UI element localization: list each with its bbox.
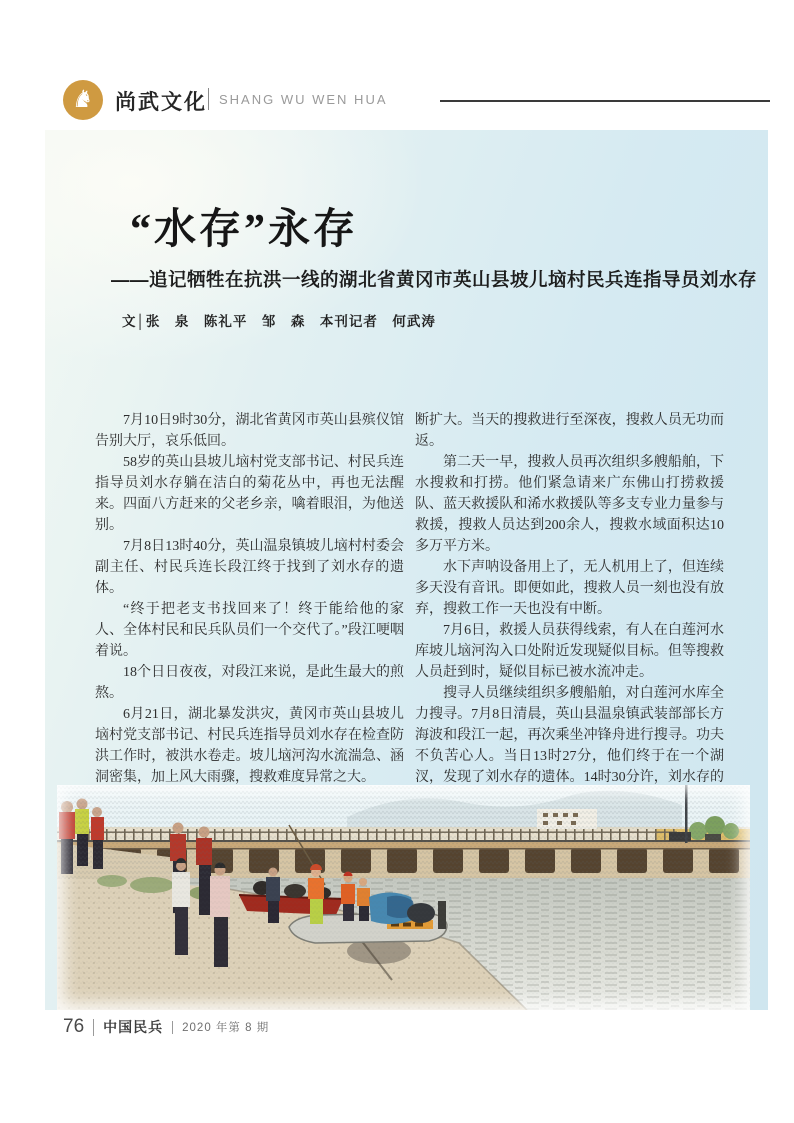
body-paragraph: 7月6日，救援人员获得线索，有人在白莲河水库坡儿垴河沟入口处附近发现疑似目标。但等搜救人员赶到时，疑似目标已被水流冲走。 bbox=[415, 623, 724, 680]
body-paragraph: 水下声呐设备用上了，无人机用上了，但连续多天没有音讯。即便如此，搜救人员一刻也没有放弃，搜救工作一天也没有中断。 bbox=[415, 560, 724, 617]
body-paragraph: 7月8日13时40分，英山温泉镇坡儿垴村村委会副主任、村民兵连长段江终于找到了刘水存的遗体。 bbox=[95, 539, 404, 596]
rescue-scene-illustration bbox=[57, 785, 750, 1010]
magazine-name: 中国民兵 bbox=[103, 1019, 164, 1035]
header-divider bbox=[208, 88, 209, 110]
page-number: 76 bbox=[63, 1016, 85, 1037]
section-title: 尚武文化 bbox=[115, 91, 207, 114]
article-title: “水存”永存 bbox=[130, 207, 359, 253]
body-paragraph: 断扩大。当天的搜救进行至深夜，搜救人员无功而返。 bbox=[415, 413, 724, 449]
footer-divider bbox=[93, 1019, 94, 1036]
section-subtitle-pinyin: SHANG WU WEN HUA bbox=[219, 92, 388, 107]
body-paragraph: 58岁的英山县坡儿垴村党支部书记、村民兵连指导员刘水存躺在洁白的菊花丛中，再也无法醒来。四面八方赶来的父老乡亲，噙着眼泪，为他送别。 bbox=[95, 455, 404, 533]
body-paragraph: 搜寻人员继续组织多艘船舶，对白莲河水库全力搜寻。7月8日清晨，英山县温泉镇武装部部长方海波和段江一起，再次乘坐冲锋舟进行搜寻。功夫不负苦心人。当日13时27分，他们终于在一个湖汊，发现了刘水存的遗体。14时30分许，刘水存的 bbox=[415, 686, 724, 785]
issue-label: 2020 年第 8 期 bbox=[182, 1022, 270, 1034]
article-byline: 文│张 泉 陈礼平 邹 森 本刊记者 何武涛 bbox=[122, 314, 436, 329]
section-header bbox=[63, 78, 770, 124]
body-paragraph: 6月21日，湖北暴发洪灾，黄冈市英山县坡儿垴村党支部书记、村民兵连指导员刘水存在检查防洪工作时，被洪水卷走。坡儿垴河沟水流湍急、涵洞密集，加上风大雨骤，搜救难度异常之大。 bbox=[95, 707, 404, 785]
article-subtitle: ——追记牺牲在抗洪一线的湖北省黄冈市英山县坡儿垴村民兵连指导员刘水存 bbox=[111, 269, 758, 290]
header-rule bbox=[440, 100, 770, 102]
body-paragraph: 第二天一早，搜救人员再次组织多艘船舶，下水搜救和打捞。他们紧急请来广东佛山打捞救援队、蓝天救援队和浠水救援队等多支专业力量参与救援，搜救人员达到200余人，搜救水域面积达10多万平方米。 bbox=[415, 455, 724, 554]
horse-emblem-icon: ♞ bbox=[63, 80, 103, 120]
article-panel bbox=[45, 130, 768, 1010]
flood-rescue-photo bbox=[57, 785, 750, 1010]
body-paragraph: 7月10日9时30分，湖北省黄冈市英山县殡仪馆告别大厅，哀乐低回。 bbox=[95, 413, 404, 449]
body-paragraph: “终于把老支书找回来了！终于能给他的家人、全体村民和民兵队员们一个交代了。”段江哽咽着说。 bbox=[95, 602, 404, 659]
body-paragraph: 18个日日夜夜，对段江来说，是此生最大的煎熬。 bbox=[95, 665, 404, 701]
page-footer bbox=[63, 1016, 269, 1038]
footer-divider bbox=[172, 1021, 173, 1034]
